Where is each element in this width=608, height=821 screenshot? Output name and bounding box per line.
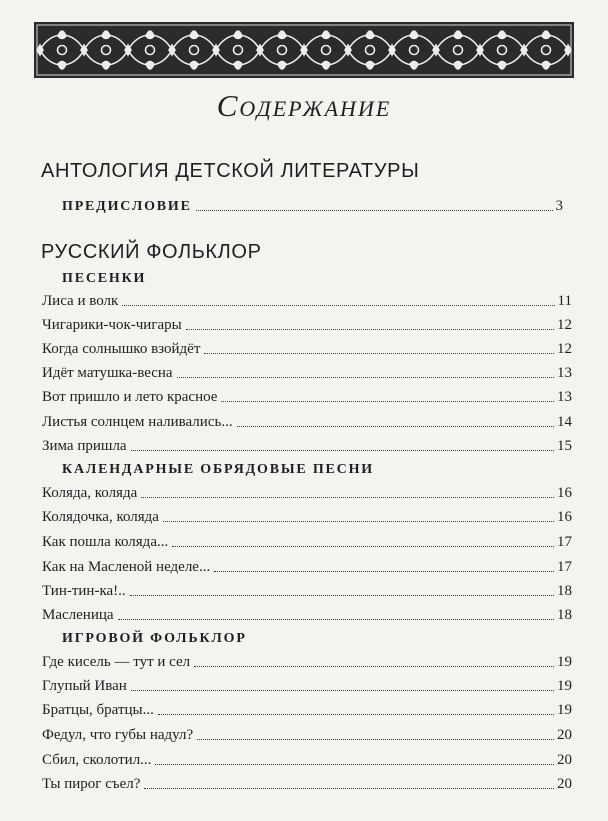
toc-entry[interactable] xyxy=(42,362,572,382)
toc-entry-page: 18 xyxy=(557,583,572,599)
toc-entry[interactable] xyxy=(42,773,572,793)
dot-leader xyxy=(237,426,554,427)
toc-entry-title: Коляда, коляда xyxy=(42,485,138,501)
toc-entry-title: ПРЕДИСЛОВИЕ xyxy=(62,199,192,214)
toc-entry-title: Где кисель — тут и сел xyxy=(42,654,191,670)
dot-leader xyxy=(196,210,553,211)
toc-entry-title: Тин-тин-ка!.. xyxy=(42,583,126,599)
subsection-title-songs: ПЕСЕНКИ xyxy=(62,271,147,286)
toc-entry[interactable] xyxy=(42,338,572,358)
subsection-title-ritual-songs: КАЛЕНДАРНЫЕ ОБРЯДОВЫЕ ПЕСНИ xyxy=(62,462,374,477)
toc-entry-title: Чигарики-чок-чигары xyxy=(42,317,182,333)
toc-entry-title: Вот пришло и лето красное xyxy=(42,389,218,405)
toc-entry-page: 20 xyxy=(557,776,572,792)
dot-leader xyxy=(204,353,554,354)
toc-entry[interactable] xyxy=(42,411,572,431)
toc-entry-page: 13 xyxy=(557,389,572,405)
toc-entry-title: Масленица xyxy=(42,607,114,623)
toc-entry[interactable] xyxy=(42,386,572,406)
section-anthology-title: АНТОЛОГИЯ ДЕТСКОЙ ЛИТЕРАТУРЫ xyxy=(41,160,420,182)
toc-entry-page: 3 xyxy=(555,198,563,214)
toc-entry-title: Братцы, братцы... xyxy=(42,702,154,718)
toc-entry-page: 19 xyxy=(557,678,572,694)
toc-entry-title: Когда солнышко взойдёт xyxy=(42,341,201,357)
toc-entry-title: Лиса и волк xyxy=(42,293,119,309)
toc-entry-page: 20 xyxy=(557,727,572,743)
toc-entry[interactable] xyxy=(42,556,572,576)
dot-leader xyxy=(155,764,554,765)
dot-leader xyxy=(163,521,554,522)
toc-entry-title: Сбил, сколотил... xyxy=(42,752,152,768)
toc-entry-page: 16 xyxy=(557,509,572,525)
dot-leader xyxy=(118,619,554,620)
toc-entry-title: Колядочка, коляда xyxy=(42,509,159,525)
dot-leader xyxy=(177,377,554,378)
toc-entry[interactable] xyxy=(42,290,572,310)
toc-entry-page: 16 xyxy=(557,485,572,501)
toc-entry-title: Ты пирог съел? xyxy=(42,776,141,792)
toc-entry-page: 17 xyxy=(557,534,572,550)
toc-entry[interactable] xyxy=(42,314,572,334)
toc-entry-page: 19 xyxy=(557,654,572,670)
dot-leader xyxy=(122,305,554,306)
toc-entry-page: 12 xyxy=(557,341,572,357)
toc-entry-page: 20 xyxy=(557,752,572,768)
dot-leader xyxy=(144,788,554,789)
dot-leader xyxy=(131,690,554,691)
contents-heading: Содержание xyxy=(216,88,392,123)
toc-entry[interactable] xyxy=(42,699,572,719)
toc-entry-title: Идёт матушка-весна xyxy=(42,365,173,381)
toc-entry[interactable] xyxy=(42,604,572,624)
dot-leader xyxy=(186,329,554,330)
toc-entry-page: 18 xyxy=(557,607,572,623)
dot-leader xyxy=(131,450,554,451)
toc-entry-title: Как на Масленой неделе... xyxy=(42,559,211,575)
toc-entry-title: Как пошла коляда... xyxy=(42,534,169,550)
toc-entry[interactable] xyxy=(42,435,572,455)
toc-entry-preface[interactable] xyxy=(62,195,563,215)
toc-entry-page: 11 xyxy=(557,293,572,309)
dot-leader xyxy=(197,739,554,740)
toc-entry[interactable] xyxy=(42,675,572,695)
toc-entry-title: Федул, что губы надул? xyxy=(42,727,194,743)
dot-leader xyxy=(214,571,554,572)
toc-entry[interactable] xyxy=(42,506,572,526)
toc-entry-page: 15 xyxy=(557,438,572,454)
decorative-ornament-border xyxy=(34,22,574,78)
toc-entry[interactable] xyxy=(42,531,572,551)
toc-entry-title: Зима пришла xyxy=(42,438,127,454)
dot-leader xyxy=(158,714,554,715)
toc-entry-title: Листья солнцем наливались... xyxy=(42,414,233,430)
toc-entry[interactable] xyxy=(42,724,572,744)
toc-entry-page: 14 xyxy=(557,414,572,430)
toc-entry-page: 19 xyxy=(557,702,572,718)
dot-leader xyxy=(194,666,554,667)
toc-entry-page: 12 xyxy=(557,317,572,333)
toc-entry-title: Глупый Иван xyxy=(42,678,127,694)
toc-entry-page: 13 xyxy=(557,365,572,381)
toc-entry[interactable] xyxy=(42,651,572,671)
toc-entry[interactable] xyxy=(42,749,572,769)
toc-entry[interactable] xyxy=(42,580,572,600)
dot-leader xyxy=(172,546,554,547)
toc-entry-page: 17 xyxy=(557,559,572,575)
subsection-title-game-folklore: ИГРОВОЙ ФОЛЬКЛОР xyxy=(62,631,247,646)
toc-entry[interactable] xyxy=(42,482,572,502)
dot-leader xyxy=(130,595,554,596)
section-folklore-title: РУССКИЙ ФОЛЬКЛОР xyxy=(41,241,262,263)
dot-leader xyxy=(221,401,554,402)
dot-leader xyxy=(141,497,554,498)
